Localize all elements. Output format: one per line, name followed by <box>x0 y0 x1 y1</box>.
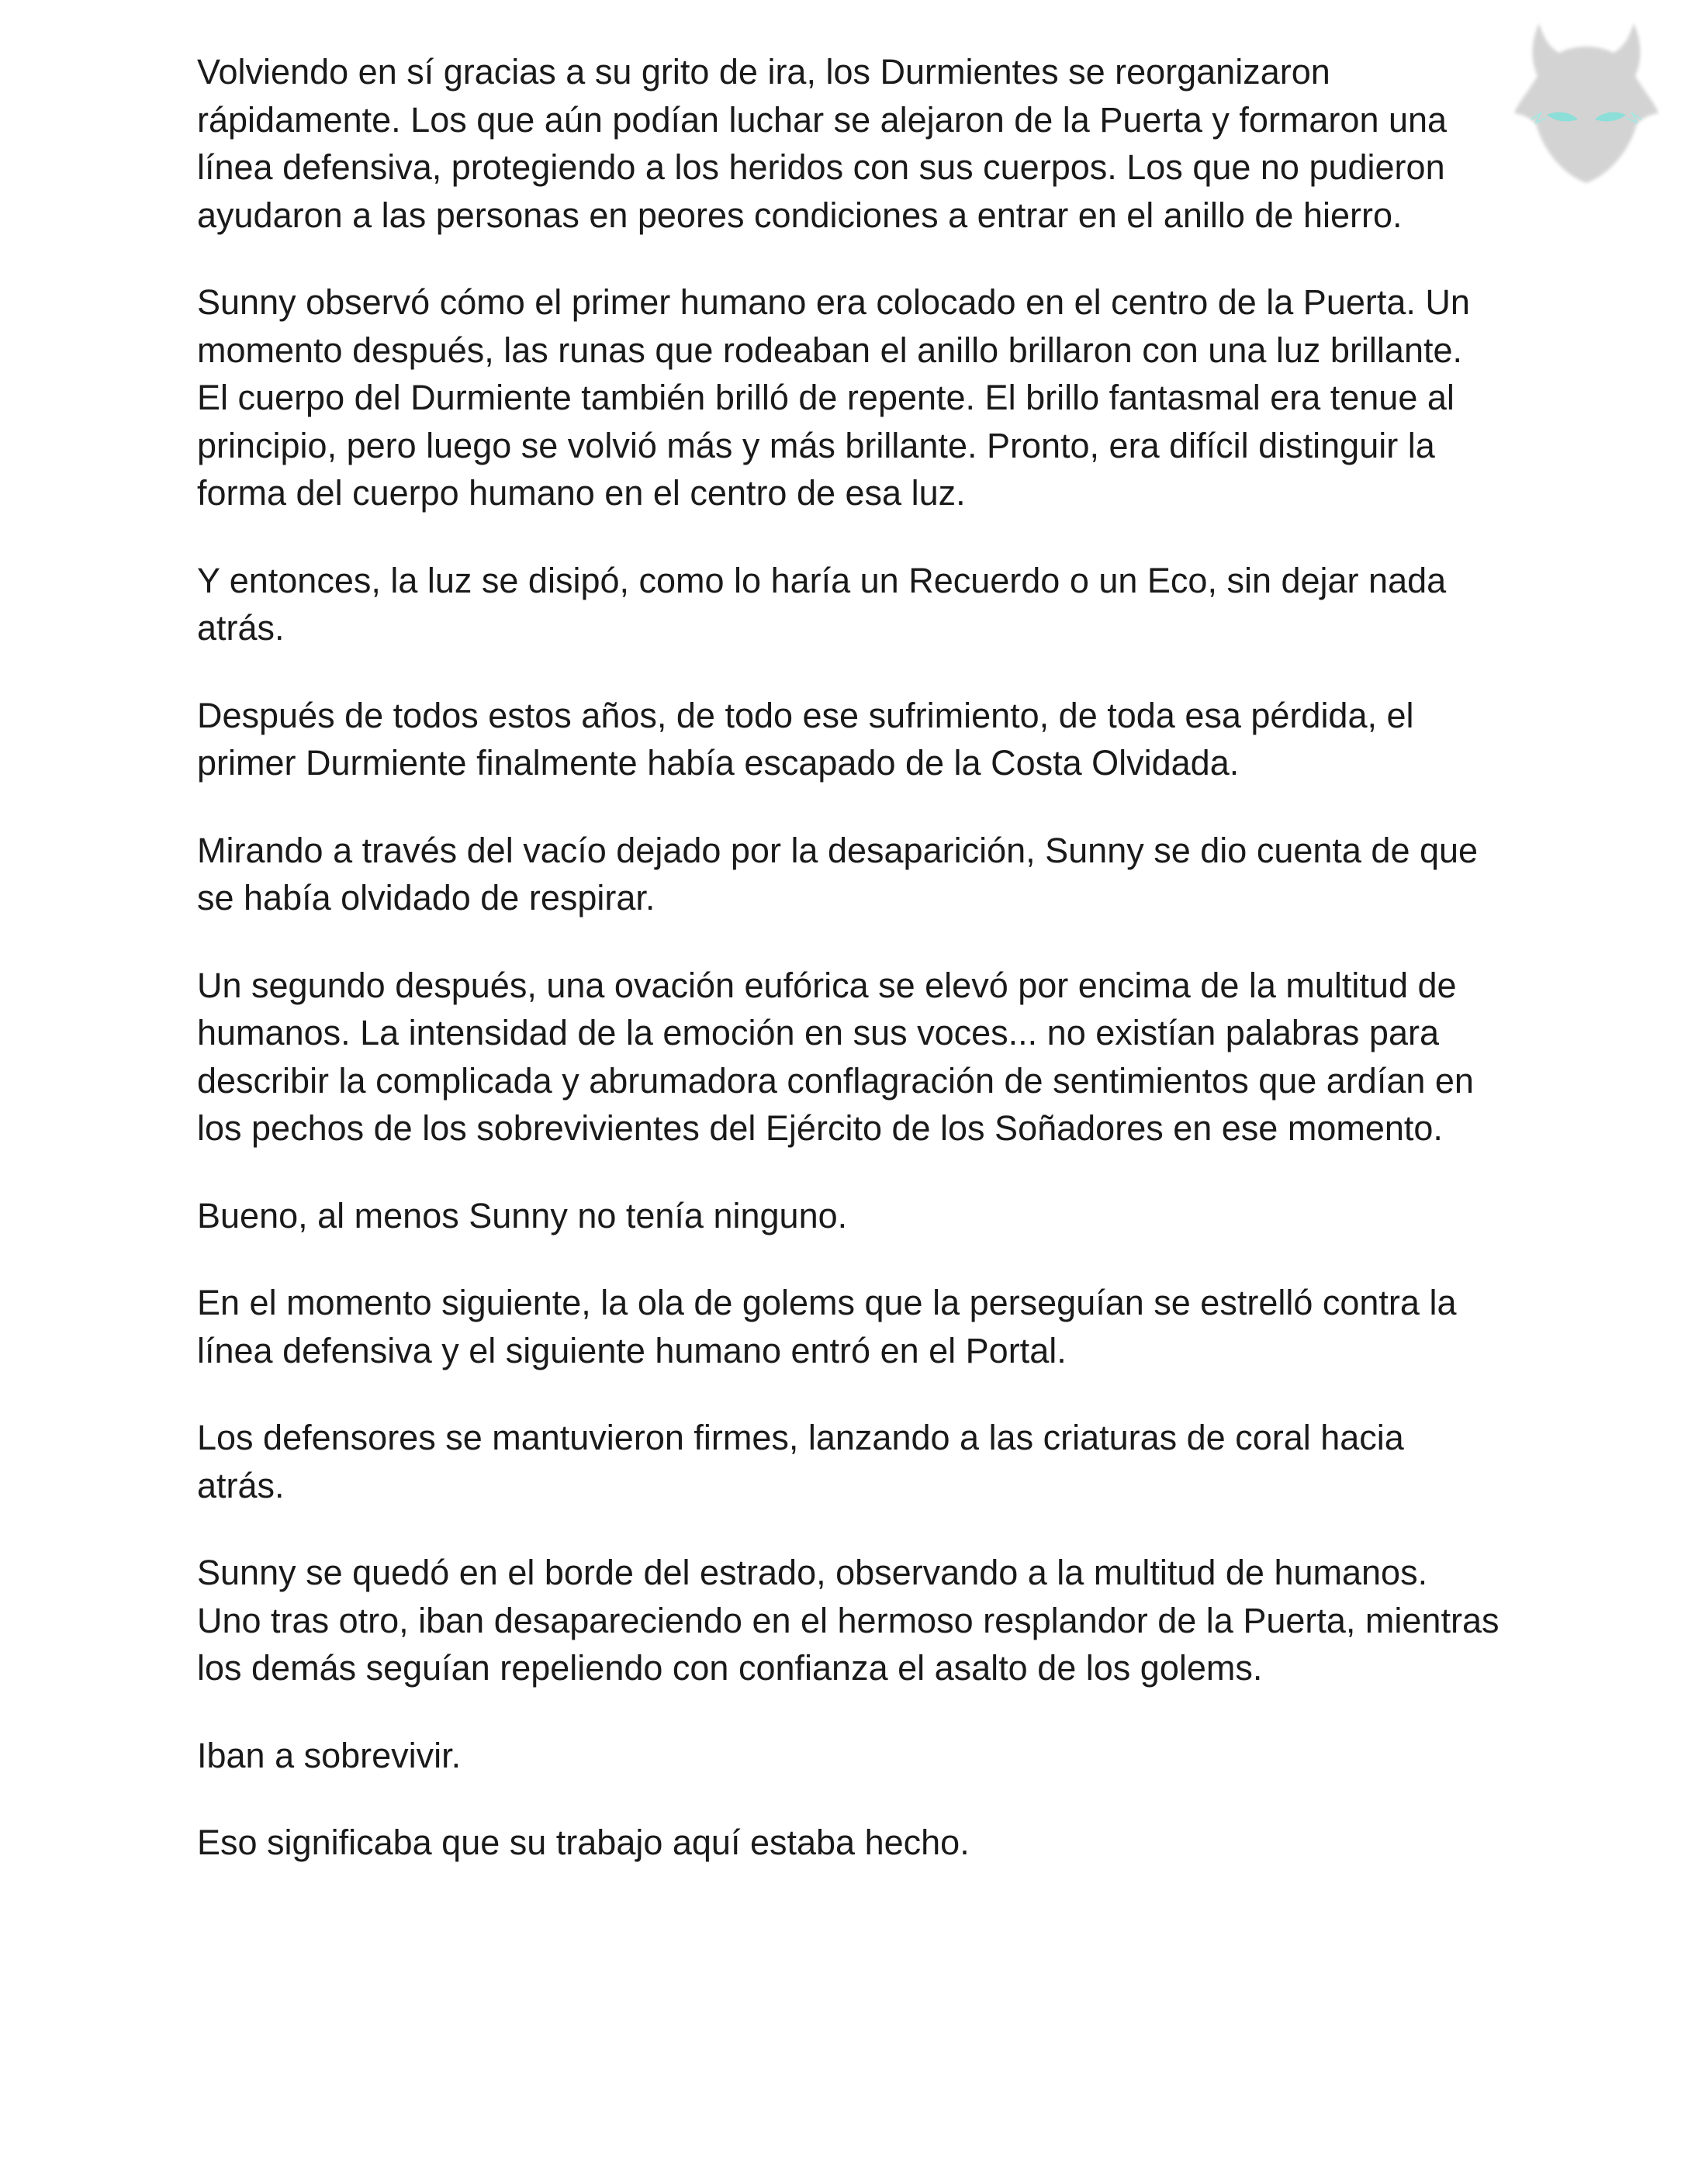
paragraph-12: Eso significaba que su trabajo aquí estaba hecho. <box>197 1823 970 1862</box>
logo-head-shape <box>1514 23 1659 183</box>
paragraph-8: En el momento siguiente, la ola de golems que la perseguían se estrelló contra la línea defensiva y el siguiente humano entró en el Portal. <box>197 1283 1457 1370</box>
paragraph-7: Bueno, al menos Sunny no tenía ninguno. <box>197 1195 848 1235</box>
paragraph-10: Sunny se quedó en el borde del estrado, observando a la multitud de humanos. Uno tras otro, iban desapareciendo en el hermoso resplandor de la Puerta, mientras los demás seguían repeliendo con confianza el asalto de los golems. <box>197 1553 1499 1688</box>
paragraph-2: Sunny observó cómo el primer humano era colocado en el centro de la Puerta. Un momento después, las runas que rodeaban el anillo brillaron con una luz brillante. El cuerpo del Durmiente también brilló de repente. El brillo fantasmal era tenue al principio, pero luego se volvió más y más brillante. Pronto, era difícil distinguir la forma del cuerpo humano en el centro de esa luz. <box>197 282 1470 513</box>
paragraph-4: Después de todos estos años, de todo ese sufrimiento, de toda esa pérdida, el primer Durmiente finalmente había escapado de la Costa Olvidada. <box>197 695 1414 783</box>
document-body <box>197 48 1500 1906</box>
paragraph-3: Y entonces, la luz se disipó, como lo haría un Recuerdo o un Eco, sin dejar nada atrás. <box>197 560 1447 648</box>
paragraph-11: Iban a sobrevivir. <box>197 1735 462 1775</box>
paragraph-9: Los defensores se mantuvieron firmes, lanzando a las criaturas de coral hacia atrás. <box>197 1418 1404 1505</box>
paragraph-6: Un segundo después, una ovación eufórica se elevó por encima de la multitud de humanos. La intensidad de la emoción en sus voces... no existían palabras para describir la complicada y abrumadora conflagración de sentimientos que ardían en los pechos de los sobrevivientes del Ejército de los Soñadores en ese momento. <box>197 965 1474 1148</box>
horned-demon-head-icon <box>1513 14 1660 188</box>
paragraph-1: Volviendo en sí gracias a su grito de ira, los Durmientes se reorganizaron rápidamente. Los que aún podían luchar se alejaron de la Puerta y formaron una línea defensiva, protegiendo a los heridos con sus cuerpos. Los que no pudieron ayudaron a las personas en peores condiciones a entrar en el anillo de hierro. <box>197 52 1448 235</box>
paragraph-5: Mirando a través del vacío dejado por la desaparición, Sunny se dio cuenta de que se había olvidado de respirar. <box>197 830 1479 917</box>
